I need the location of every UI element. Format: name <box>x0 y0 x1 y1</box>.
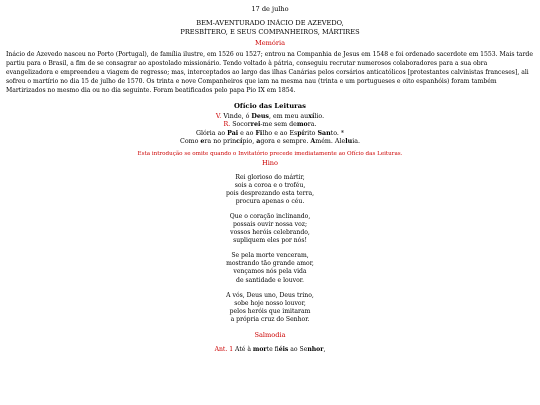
hymn-stanza: Rei glorioso do mártir, sois a coroa e o troféu, pois desprezando esta terra, procura apenas o céu. <box>225 173 315 205</box>
intro-line-2: R. Socorrei-me sem demora. <box>223 121 317 129</box>
memoria-label: Memória <box>254 39 286 47</box>
feast-title-line-2: PRESBÍTERO, E SEUS COMPANHEIROS, MÁRTIRES <box>180 28 360 36</box>
intro-line-4: Como era no princípio, agora e sempre. Amém. Aleluia. <box>180 138 360 146</box>
office-title: Ofício das Leituras <box>234 101 306 110</box>
hymn-heading: Hino <box>261 158 279 167</box>
versicle-mark: V. <box>215 112 222 120</box>
hymn-stanza: A vós, Deus uno, Deus trino, sobe hoje nosso louvor, pelos heróis que imitaram a própria cruz do Senhor. <box>226 291 314 323</box>
feast-title <box>6 19 534 37</box>
rubric-note: Esta introdução se omite quando o Invitatório precede imediatamente ao Ofício das Leituras. <box>137 150 403 157</box>
hymn-stanza: Que o coração inclinando, possais ouvir nossa voz; vossos heróis celebrando, supliquem eles por nós! <box>229 212 311 245</box>
response-mark: R. <box>223 121 231 129</box>
intro-line-1: V. Vinde, ó Deus, em meu auxílio. <box>215 112 325 120</box>
biography-paragraph: Inácio de Azevedo nasceu no Porto (Portugal), de família ilustre, em 1526 ou 1527; entrou na Companhia de Jesus em 1548 e foi ordenado sacerdote em 1553. Mais tarde partiu para o Brasil, a fim de se consagrar ao apostolado missionário. Tendo voltado à pátria, conseguiu recrutar numerosos colaboradores para a sua obra evangelizadora e empreendeu a viagem de regresso; mas, interceptados ao largo das ilhas Canárias pelos corsários anticatólicos [protestantes calvinistas franceses], ali sofreu o martírio no dia 15 de julho de 1570. Os trinta e nove Companheiros que iam na mesma nau (trinta e um portugueses e oito espanhóis) foram também Martirizados no mesmo dia ou no dia seguinte. Foram beatificados pelo papa Pio IX em 1854. <box>6 51 533 94</box>
antiphon-mark: Ant. 1 <box>214 346 234 354</box>
psalmody-heading: Salmodia <box>254 331 286 340</box>
date: 17 de julho <box>251 5 289 13</box>
hymn <box>6 174 534 325</box>
intro-line-3: Glória ao Pai e ao Filho e ao Espírito Santo. * <box>195 129 345 137</box>
antiphon-1: Ant. 1 Até à morte fiéis ao Senhor, <box>214 346 326 354</box>
feast-title-line-1: BEM-AVENTURADO INÁCIO DE AZEVEDO, <box>196 19 344 27</box>
introduction-verses <box>6 113 534 147</box>
hymn-stanza: Se pela morte venceram, mostrando tão grande amor, vençamos nós pela vida de santidade e louvor. <box>226 252 314 284</box>
